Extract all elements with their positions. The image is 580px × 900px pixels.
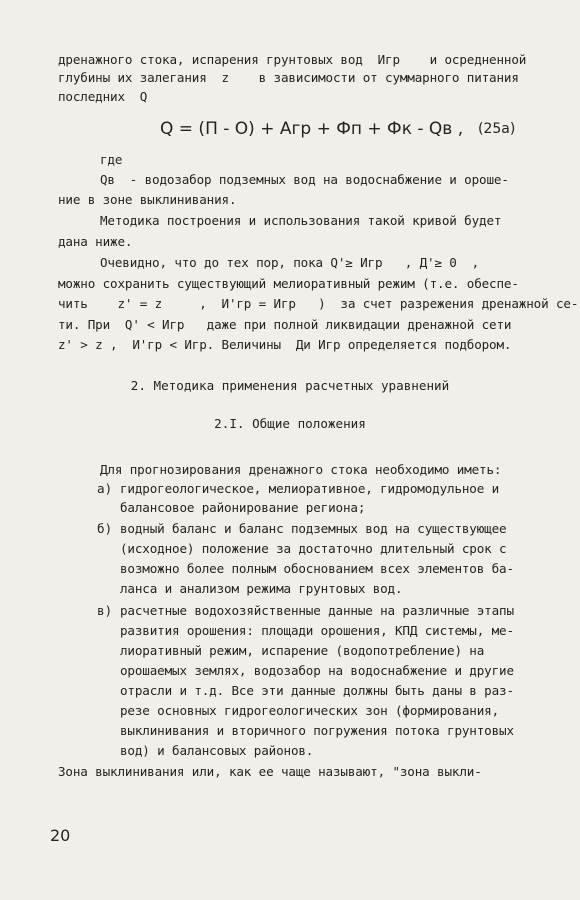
text-line: Методика построения и использования такой кривой будет <box>100 213 502 228</box>
text-line: Очевидно, что до тех пор, пока Q'≥ Игр , Д'≥ 0 , <box>100 255 480 270</box>
text-line: глубины их залегания z в зависимости от суммарного питания <box>58 70 519 85</box>
text-line: чить z' = z , И'гр = Игр ) за счет разрежения дренажной се- <box>58 296 579 311</box>
text-line: ние в зоне выклинивания. <box>58 192 237 207</box>
text-line: дана ниже. <box>58 234 133 249</box>
text-line: последних Q <box>58 89 148 104</box>
list-item-line: развития орошения: площади орошения, КПД системы, ме- <box>120 623 514 638</box>
page-number: 20 <box>50 826 71 845</box>
list-marker-b: б) <box>97 521 113 536</box>
list-item-line: отрасли и т.д. Все эти данные должны быть даны в раз- <box>120 683 514 698</box>
list-item-line: орошаемых землях, водозабор на водоснабжение и другие <box>120 663 514 678</box>
list-item-line: резе основных гидрогеологических зон (формирования, <box>120 703 500 718</box>
text-line: z' > z , И'гр < Игр. Величины Ди Игр определяется подбором. <box>58 337 512 352</box>
text-line: дренажного стока, испарения грунтовых вод Игр и осредненной <box>58 52 527 67</box>
text-line: где <box>100 152 123 167</box>
list-item-line: расчетные водохозяйственные данные на различные этапы <box>120 603 514 618</box>
list-item-line: возможно более полным обоснованием всех элементов ба- <box>120 561 514 576</box>
section-heading: 2. Методика применения расчетных уравнений <box>130 378 450 393</box>
list-item-line: балансовое районирование региона; <box>120 500 366 515</box>
subsection-heading: 2.I. Общие положения <box>214 416 366 431</box>
list-item-line: выклинивания и вторичного погружения потока грунтовых <box>120 723 514 738</box>
list-item-line: вод) и балансовых районов. <box>120 743 314 758</box>
text-line: ти. При Q' < Игр даже при полной ликвидации дренажной сети <box>58 317 512 332</box>
list-item-line: водный баланс и баланс подземных вод на существующее <box>120 521 507 536</box>
text-line: можно сохранить существующий мелиоративный режим (т.е. обеспе- <box>58 276 519 291</box>
list-item-line: гидрогеологическое, мелиоративное, гидромодульное и <box>120 481 500 496</box>
list-item-line: (исходное) положение за достаточно длительный срок с <box>120 541 507 556</box>
intro-line: Для прогнозирования дренажного стока необходимо иметь: <box>100 462 502 477</box>
text-line: Зона выклинивания или, как ее чаще называют, "зона выкли- <box>58 764 482 779</box>
formula-number: (25а) <box>478 121 516 137</box>
list-marker-a: а) <box>97 481 113 496</box>
list-item-line: ланса и анализом режима грунтовых вод. <box>120 581 403 596</box>
text-line: Qв - водозабор подземных вод на водоснабжение и ороше- <box>100 172 509 187</box>
formula-25a: Q = (П - О) + Aгр + Фп + Фк - Qв , <box>160 119 464 139</box>
list-item-line: лиоративный режим, испарение (водопотребление) на <box>120 643 485 658</box>
list-marker-v: в) <box>97 603 113 618</box>
